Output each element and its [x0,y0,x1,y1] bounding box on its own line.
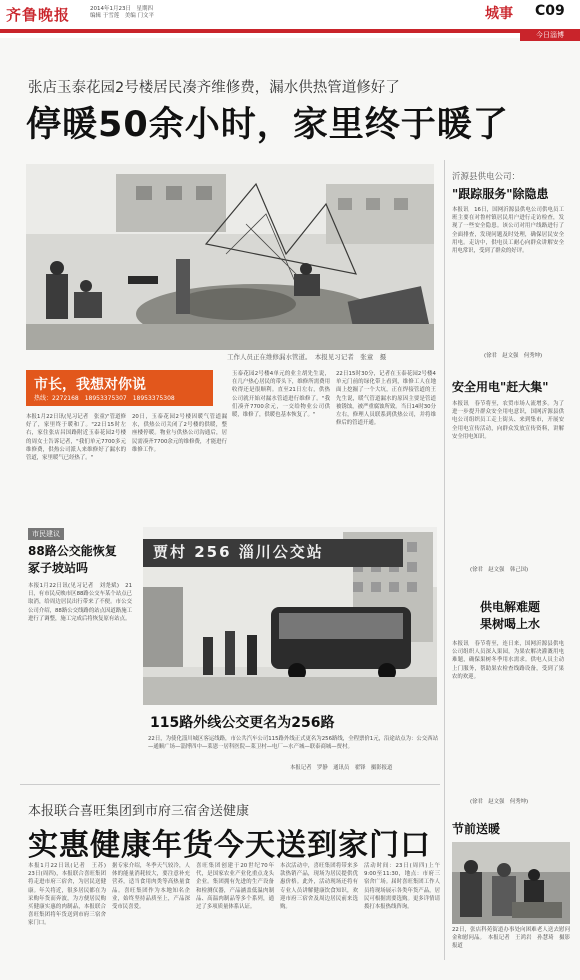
sidebar4-title: 节前送暖 [452,822,501,836]
sidebar1-source: 沂源县供电公司： [452,172,521,182]
newspaper-logo: 齐鲁晚报 [6,6,71,24]
bus-sign-text: 贾村 256 淄川公交站 [153,543,324,561]
hotline-title: 市长，我想对你说 [34,377,146,393]
bus-story-credit: 本报记者 罗静 通讯员 翟锋 摄影报道 [290,765,393,771]
sidebar3-subtitle: 果树喝上水 [480,617,541,631]
bus-note-title-1: 88路公交能恢复 [28,544,117,558]
lead-photo [26,164,434,350]
section-tab: 今日淄博 [520,29,580,41]
lead-kicker: 张店玉泰花园2号楼居民凑齐维修费，漏水供热管道修好了 [28,80,400,96]
lead-headline: 停暖50余小时，家里终于暖了 [26,105,509,145]
bus-story-title: 115路外线公交更名为256路 [150,715,335,731]
bottom-body-col3: 喜旺集团创建于20世纪70年代，是国家农业产业化重点龙头企业。集团拥有先进的生产设备和检测仪器，产品涵盖低温肉制品、高温肉制品等多个系列，通过了多项质量体系认证。 [196,863,274,911]
bottom-kicker: 本报联合喜旺集团到市府三宿舍送健康 [28,804,250,819]
sidebar2-byline: (徐君 赵文强 韩己国) [470,567,529,573]
sidebar1-title: "跟踪服务"除隐患 [452,187,549,201]
lead-body-col4: 22日15时30分，记者在玉泰花园2号楼4单元门前的绿化带上看到，维修工人在地面上挖掘了一个大坑，正在焊接管道的王先生说，暖气管道漏水的原因主要是管道被锈蚀，被严重腐蚀所致。当日14时30分左右，修理人员联系到供热公司，并将维修后的管道开通。 [336,371,436,427]
bus-note-tag: 市民建议 [28,528,64,540]
page-number: C09 [535,3,565,19]
bottom-body-col2: 据专家介绍，冬季天气较冷，人体的能量消耗较大，要注意补充营养，适当食用肉类等高热量食品。喜旺集团作为本地知名企业，始终坚持品质至上，产品深受市民喜爱。 [112,863,190,911]
lead-photo-caption: 工作人员正在维修漏水管道。 本报见习记者 张童 摄 [227,353,387,361]
bus-story-caption: 22日，为使化淄川城区客运线路，市公共汽车公司115路外线正式更名为256路线，全程票价1元，沿途站点为：公交西站—通顺广场—淄博四中—莱恩一居科医院—莱卫村—电厂—水产城—联泰商城—贾村。 [148,736,438,751]
bus-note-title-2: 冢子坡站吗 [28,561,89,575]
bottom-rule [20,784,440,785]
column-rule [444,160,445,960]
section-name: 城事 [485,6,513,22]
masthead-rule [0,29,580,33]
lead-body-col1: 本报1月22日讯(见习记者 张童)"管道修好了，家里终于暖和了。"22日15时左右，家住张店昌国路附近玉泰花园2号楼的周女士告诉记者，"我们单元7700多元维修费，供热公司派人来维修好了漏水的管道，家里暖气已经热了。" [26,414,126,462]
bottom-headline: 实惠健康年货今天送到家门口 [28,828,431,863]
sidebar1-body: 本报讯 16日，国网沂源县供电公司供电员工班主要在对鲁村镇居民用户进行走访检查，发现了一些安全隐患。该公司对用户线路进行了全面排查，发现问题及时处理，确保居民安全用电。走访中，供电员工耐心向群众讲解安全用电常识，受到了群众的好评。 [452,207,564,255]
sidebar3-byline: (徐君 赵文强 何秀坤) [470,799,529,805]
hotline-numbers: 热线：2272168 18953375307 18953375308 [34,395,175,402]
sidebar2-body: 本报讯 春节将至，农贸市场人流增多。为了进一步提升群众安全用电意识，国网沂源县供电公司组织员工走上街头、来到集市，开展安全用电宣传活动，向群众发放宣传资料，讲解安全用电知识。 [452,401,564,440]
issue-date: 2014年1月23日 星期四 [90,6,153,12]
bottom-body-col5: 活动时间：23日(周四)上午9:00至11:30，地点：市府三宿舍广场。届时喜旺集团工作人员将现场展示各类年货产品，居民可根据需要选购。更多详情请拨打本报热线咨询。 [364,863,440,911]
bottom-body-col4: 本次活动中，喜旺集团将带来多款热销产品，现场为居民提供优惠价格。此外，活动现场还将有专业人员讲解健康饮食知识，欢迎市府三宿舍及周边居民前来选购。 [280,863,358,911]
sidebar2-title: 安全用电"赶大集" [452,380,549,394]
sidebar4-caption: 22日，张店科苑街道办事处向困难老人送去慰问金和慰问品。 本报记者 王鸿岩 孙慧琦 摄影报道 [452,927,570,950]
editor-credits: 编辑 于雪莲 美编 门文平 [90,13,154,19]
sidebar4-photo [452,842,570,924]
bus-note-body: 本报1月22日讯(见习记者 刘尧斌) 21日，有市民反映市区88路公交车某个站点已取消，给周边居民出行带来了不便。市公交公司介绍，88路公交线路的站点因道路施工进行了调整，施工完成后将恢复原有站点。 [28,583,132,622]
bus-photo [143,527,437,705]
lead-body-col3: 玉泰花园2号楼4单元的业主胡先生说，在几户热心居民的带头下，维修所需费用收得还是很顺利。直至21日左右，供热公司就开始对漏水管道进行维修了。"我们凑齐7700余元，一交给物业公司供暖，维修了，供暖也基本恢复了。" [232,371,330,419]
bottom-body-col1: 本报1月22日讯(记者 王苏) 23日(周四)，本报联合喜旺集团将走进市府三宿舍，为居民送健康。年关将近，很多居民都在为采购年货而奔波，为方便居民购买健康实惠的肉制品，本报联合喜旺集团将年货送到市府三宿舍家门口。 [28,863,112,927]
sidebar3-body: 本报讯 春节将至，连日来，国网沂源县供电公司组织人员深入果园，为果农解决灌溉用电难题，确保果树冬季用水需求。供电人员主动上门服务，帮助果农检查线路设备，受到了果农的欢迎。 [452,641,564,680]
masthead-meta [90,6,154,20]
sidebar1-byline: (徐君 赵文强 何秀坤) [484,353,543,359]
sidebar3-title: 供电解难题 [480,600,541,614]
lead-body-col2: 20日，玉泰花园2号楼因暖气管道漏水，供热公司关闭了2号楼的供暖，整座楼停暖。物业与供热公司沟通后，居民需凑齐7700余元的维修费，才能进行维修工作。 [132,414,227,453]
hotline-banner [26,370,213,406]
